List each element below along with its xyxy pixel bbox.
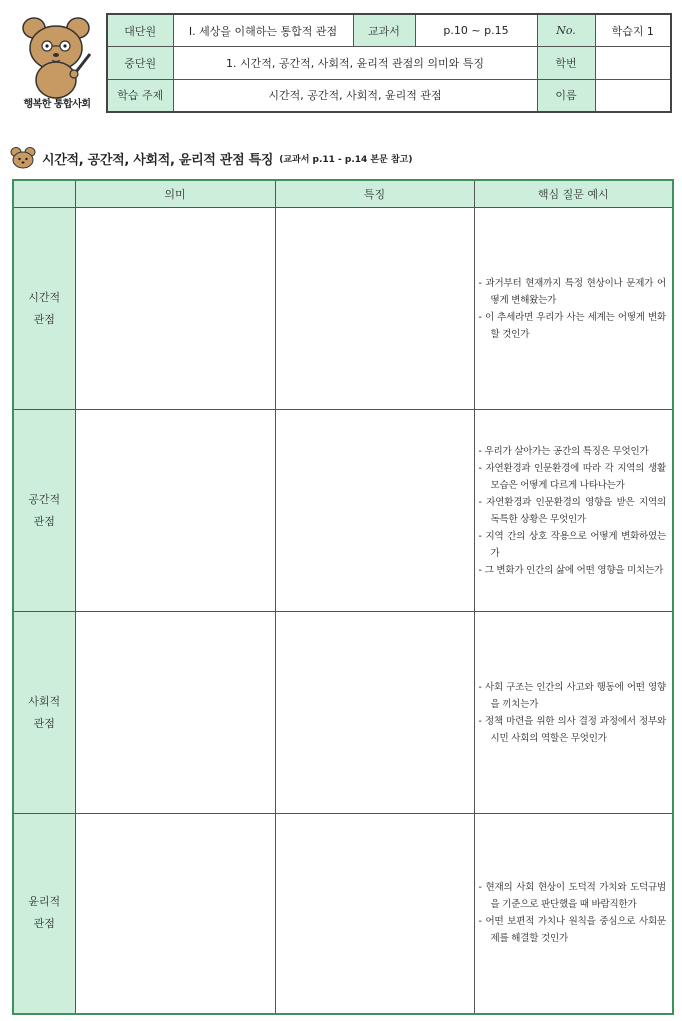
table-row	[13, 612, 673, 814]
row-label-line2: 관점	[33, 917, 55, 931]
row-label-line2: 관점	[33, 312, 55, 326]
question-item: - 그 변화가 인간의 삶에 어떤 영향을 미치는가	[478, 564, 664, 576]
number-label: No.	[537, 14, 595, 47]
table-row	[13, 410, 673, 612]
question-item: - 자연환경과 인문환경의 영향을 받은 지역의 독특한 상황은 무엇인가	[478, 496, 666, 525]
questions-cell	[474, 814, 673, 1014]
table-row	[13, 814, 673, 1014]
textbook-label: 교과서	[353, 14, 415, 47]
feature-cell[interactable]	[275, 814, 474, 1014]
column-header-questions: 핵심 질문 예시	[474, 180, 673, 208]
row-label-line1: 시간적	[28, 290, 61, 304]
section-title: 시간적, 공간적, 사회적, 윤리적 관점 특징	[42, 152, 274, 168]
student-id-label: 학번	[537, 47, 595, 79]
meaning-cell[interactable]	[75, 208, 275, 410]
row-label	[13, 612, 75, 814]
section-header	[10, 146, 412, 170]
question-item: - 이 추세라면 우리가 사는 세계는 어떻게 변화할 것인가	[478, 311, 666, 340]
subunit-label: 중단원	[107, 47, 173, 79]
section-reference: (교과서 p.11 - p.14 본문 참고)	[279, 154, 413, 165]
meaning-cell[interactable]	[75, 612, 275, 814]
row-label-line1: 사회적	[28, 694, 61, 708]
unit-label: 대단원	[107, 14, 173, 47]
question-item: - 우리가 살아가는 공간의 특징은 무엇인가	[478, 445, 649, 457]
row-label-line2: 관점	[33, 514, 55, 528]
header-info-table	[106, 13, 672, 113]
questions-cell	[474, 612, 673, 814]
question-item: - 자연환경과 인문환경에 따라 각 지역의 생활 모습은 어떻게 다르게 나타나는가	[478, 462, 666, 491]
student-id-field[interactable]	[595, 47, 671, 79]
row-label-line1: 윤리적	[28, 895, 61, 909]
meaning-cell[interactable]	[75, 814, 275, 1014]
name-label: 이름	[537, 79, 595, 112]
topic-value: 시간적, 공간적, 사회적, 윤리적 관점	[173, 79, 537, 112]
questions-cell	[474, 208, 673, 410]
textbook-pages: p.10 ~ p.15	[415, 14, 537, 47]
row-label-line2: 관점	[33, 716, 55, 730]
feature-cell[interactable]	[275, 612, 474, 814]
topic-label: 학습 주제	[107, 79, 173, 112]
feature-cell[interactable]	[275, 410, 474, 612]
question-item: - 지역 간의 상호 작용으로 어떻게 변화하였는가	[478, 530, 666, 559]
row-label	[13, 814, 75, 1014]
unit-value: Ⅰ. 세상을 이해하는 통합적 관점	[173, 14, 353, 47]
logo-text: 행복한 통합사회	[23, 99, 91, 110]
table-row	[13, 208, 673, 410]
question-item: - 사회 구조는 인간의 사고와 행동에 어떤 영향을 끼치는가	[478, 681, 666, 710]
worksheet-table	[12, 179, 674, 1015]
quokka-head-icon	[10, 147, 36, 169]
question-item: - 정책 마련을 위한 의사 결정 과정에서 정부와 시민 사회의 역할은 무엇인가	[478, 715, 666, 744]
row-label-line1: 공간적	[28, 492, 61, 506]
column-header-feature: 특징	[275, 180, 474, 208]
subunit-value: 1. 시간적, 공간적, 사회적, 윤리적 관점의 의미와 특징	[173, 47, 537, 79]
question-item: - 과거부터 현재까지 특정 현상이나 문제가 어떻게 변해왔는가	[478, 277, 666, 306]
name-field[interactable]	[595, 79, 671, 112]
sheet-number: 학습지 1	[595, 14, 671, 47]
questions-cell	[474, 410, 673, 612]
question-item: - 어떤 보편적 가치나 원칙을 중심으로 사회문제를 해결할 것인가	[478, 916, 666, 945]
meaning-cell[interactable]	[75, 410, 275, 612]
question-item: - 현재의 사회 현상이 도덕적 가치와 도덕규범을 기준으로 판단했을 때 바람직한가	[478, 882, 666, 911]
row-label	[13, 208, 75, 410]
corner-cell	[13, 180, 75, 208]
row-label	[13, 410, 75, 612]
column-header-meaning: 의미	[75, 180, 275, 208]
feature-cell[interactable]	[275, 208, 474, 410]
